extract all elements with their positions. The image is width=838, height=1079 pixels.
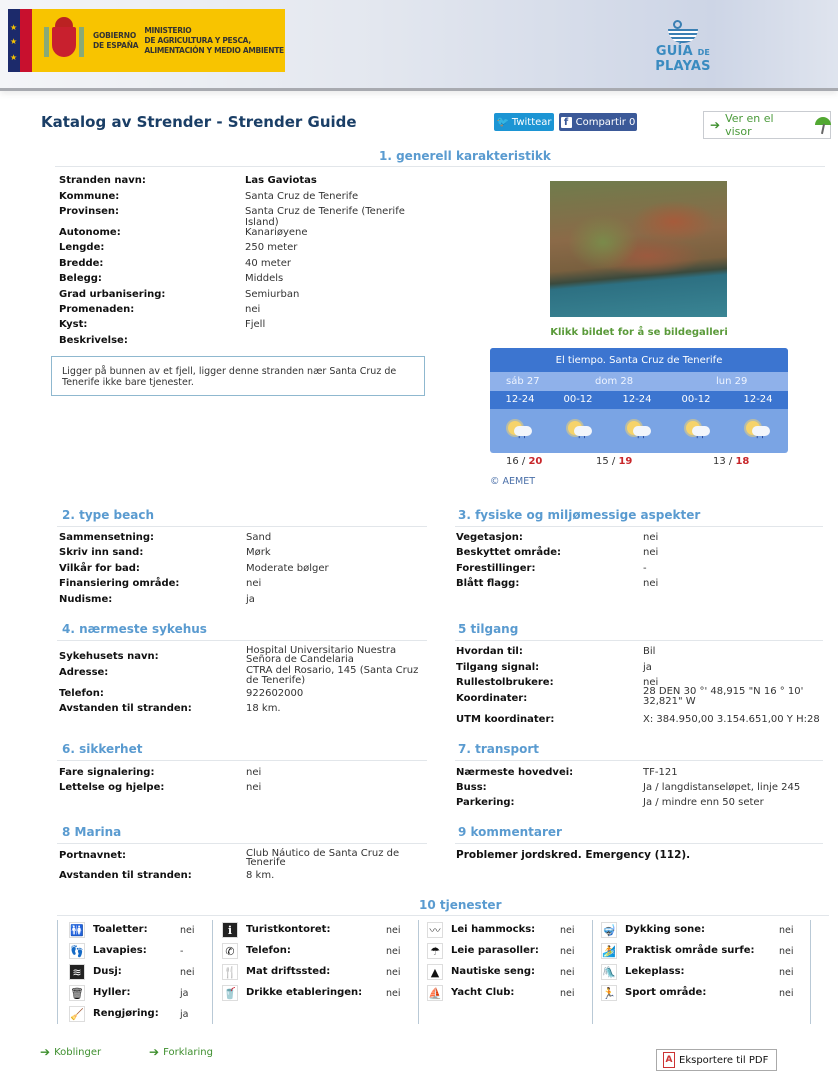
section-heading-general: 1. generell karakteristikk <box>379 149 551 163</box>
guia-de-playas-logo[interactable]: GUÍA DE PLAYAS <box>628 20 738 70</box>
section-heading-marina: 8 Marina <box>62 825 122 839</box>
aemet-credit-link[interactable]: © AEMET <box>490 476 536 487</box>
weather-hours: 12-24 00-12 12-24 00-12 12-24 <box>490 391 788 409</box>
gov-name: GOBIERNO DE ESPAÑA <box>93 30 139 50</box>
sailboat-icon: ▲ <box>427 964 443 980</box>
diving-icon: 🤿 <box>602 923 616 937</box>
beach-name: Las Gaviotas <box>245 175 317 186</box>
partly-cloudy-rain-icon: ' ' <box>684 419 714 443</box>
arrow-right-icon: ➔ <box>40 1045 51 1059</box>
surf-icon: 🏄 <box>602 944 616 958</box>
info-icon: i <box>222 922 238 938</box>
comments-text: Problemer jordskred. Emergency (112). <box>456 849 691 861</box>
section-heading-transport: 7. transport <box>458 742 540 756</box>
facebook-share-button[interactable]: f Compartir 0 <box>559 113 637 131</box>
services-column-divider <box>212 920 213 1024</box>
divider <box>57 843 427 844</box>
section-heading-physical: 3. fysiske og miljømessige aspekter <box>458 508 701 522</box>
divider <box>57 915 829 916</box>
divider <box>57 640 427 641</box>
sport-icon: 🏃 <box>602 986 616 1000</box>
twitter-share-button[interactable]: 🐦 Twittear <box>494 113 554 131</box>
facebook-icon: f <box>561 117 572 128</box>
pdf-icon: A <box>663 1052 675 1068</box>
section-heading-services: 10 tjenester <box>419 898 502 912</box>
partly-cloudy-rain-icon: ' ' <box>506 419 536 443</box>
temperature-day-3: 13 / 18 <box>713 456 750 467</box>
phone-icon: ✆ <box>222 943 238 959</box>
weather-days: sáb 27 dom 28 lun 29 <box>490 372 788 391</box>
export-pdf-button[interactable]: A Eksportere til PDF <box>656 1049 777 1071</box>
legend-button[interactable]: ➔ Forklaring <box>149 1045 213 1059</box>
yacht-icon: ⛵ <box>428 986 442 1000</box>
temperature-day-1: 16 / 20 <box>506 456 543 467</box>
weather-widget[interactable] <box>490 348 788 453</box>
site-header <box>0 0 838 91</box>
utm-coordinates-value: X: 384.950,00 3.154.651,00 Y H:28 <box>643 714 820 725</box>
shower-icon: ≋ <box>69 964 85 980</box>
partly-cloudy-rain-icon: ' ' <box>744 419 774 443</box>
weather-title: El tiempo. Santa Cruz de Tenerife <box>490 348 788 372</box>
arrow-right-icon: ➔ <box>149 1045 160 1059</box>
photo-gallery-link[interactable]: Klikk bildet for å se bildegalleri <box>550 327 728 338</box>
toilet-icon: 🚻 <box>70 923 84 937</box>
divider <box>57 760 427 761</box>
divider <box>455 760 823 761</box>
weather-icons <box>490 409 788 453</box>
parasol-icon: ☂ <box>427 943 443 959</box>
section-heading-access: 5 tilgang <box>458 622 519 636</box>
services-column-divider <box>418 920 419 1024</box>
divider <box>455 640 823 641</box>
section-heading-type-beach: 2. type beach <box>62 508 155 522</box>
services-column-divider <box>57 920 58 1024</box>
divider <box>55 166 825 167</box>
section-heading-safety: 6. sikkerhet <box>62 742 143 756</box>
drink-icon: 🥤 <box>223 986 237 1000</box>
coat-of-arms-icon <box>41 15 87 67</box>
twitter-bird-icon: 🐦 <box>496 116 509 128</box>
services-column-divider <box>810 920 811 1024</box>
trash-bin-icon: 🗑 <box>70 986 84 1000</box>
government-logo[interactable] <box>8 9 285 72</box>
divider <box>57 526 427 527</box>
page-title: Katalog av Strender - Strender Guide <box>41 113 357 131</box>
links-button[interactable]: ➔ Koblinger <box>40 1045 102 1059</box>
ministry-name: MINISTERIO DE AGRICULTURA Y PESCA, ALIMENTACIÓN Y MEDIO AMBIENTE <box>144 25 284 55</box>
partly-cloudy-rain-icon: ' ' <box>625 419 655 443</box>
partly-cloudy-rain-icon: ' ' <box>566 419 596 443</box>
temperature-day-2: 15 / 19 <box>596 456 633 467</box>
playground-icon: 🛝 <box>602 965 616 979</box>
cleaning-icon: 🧹 <box>70 1007 84 1021</box>
section-heading-comments: 9 kommentarer <box>458 825 562 839</box>
arrow-right-icon: ➔ <box>710 118 721 132</box>
section-heading-hospital: 4. nærmeste sykehus <box>62 622 207 636</box>
footprints-icon: 👣 <box>70 944 84 958</box>
divider <box>455 526 823 527</box>
beach-sun-icon <box>668 20 698 42</box>
hammock-icon: 〰 <box>427 922 443 938</box>
flag-icon: ★ ★ ★ <box>8 9 33 72</box>
view-in-viewer-button[interactable]: ➔ Ver en el visor <box>703 111 831 139</box>
services-column-divider <box>592 920 593 1024</box>
description-box: Ligger på bunnen av et fjell, ligger denne stranden nær Santa Cruz de Tenerife ikke bare tjenester. <box>51 356 425 396</box>
beach-photo[interactable] <box>550 181 727 317</box>
coordinates-value: 28 DEN 30 °' 48,915 "N 16 ° 10' 32,821" W <box>643 686 804 707</box>
beach-umbrella-icon <box>813 116 830 134</box>
divider <box>455 843 823 844</box>
restaurant-icon: 🍴 <box>223 965 237 979</box>
